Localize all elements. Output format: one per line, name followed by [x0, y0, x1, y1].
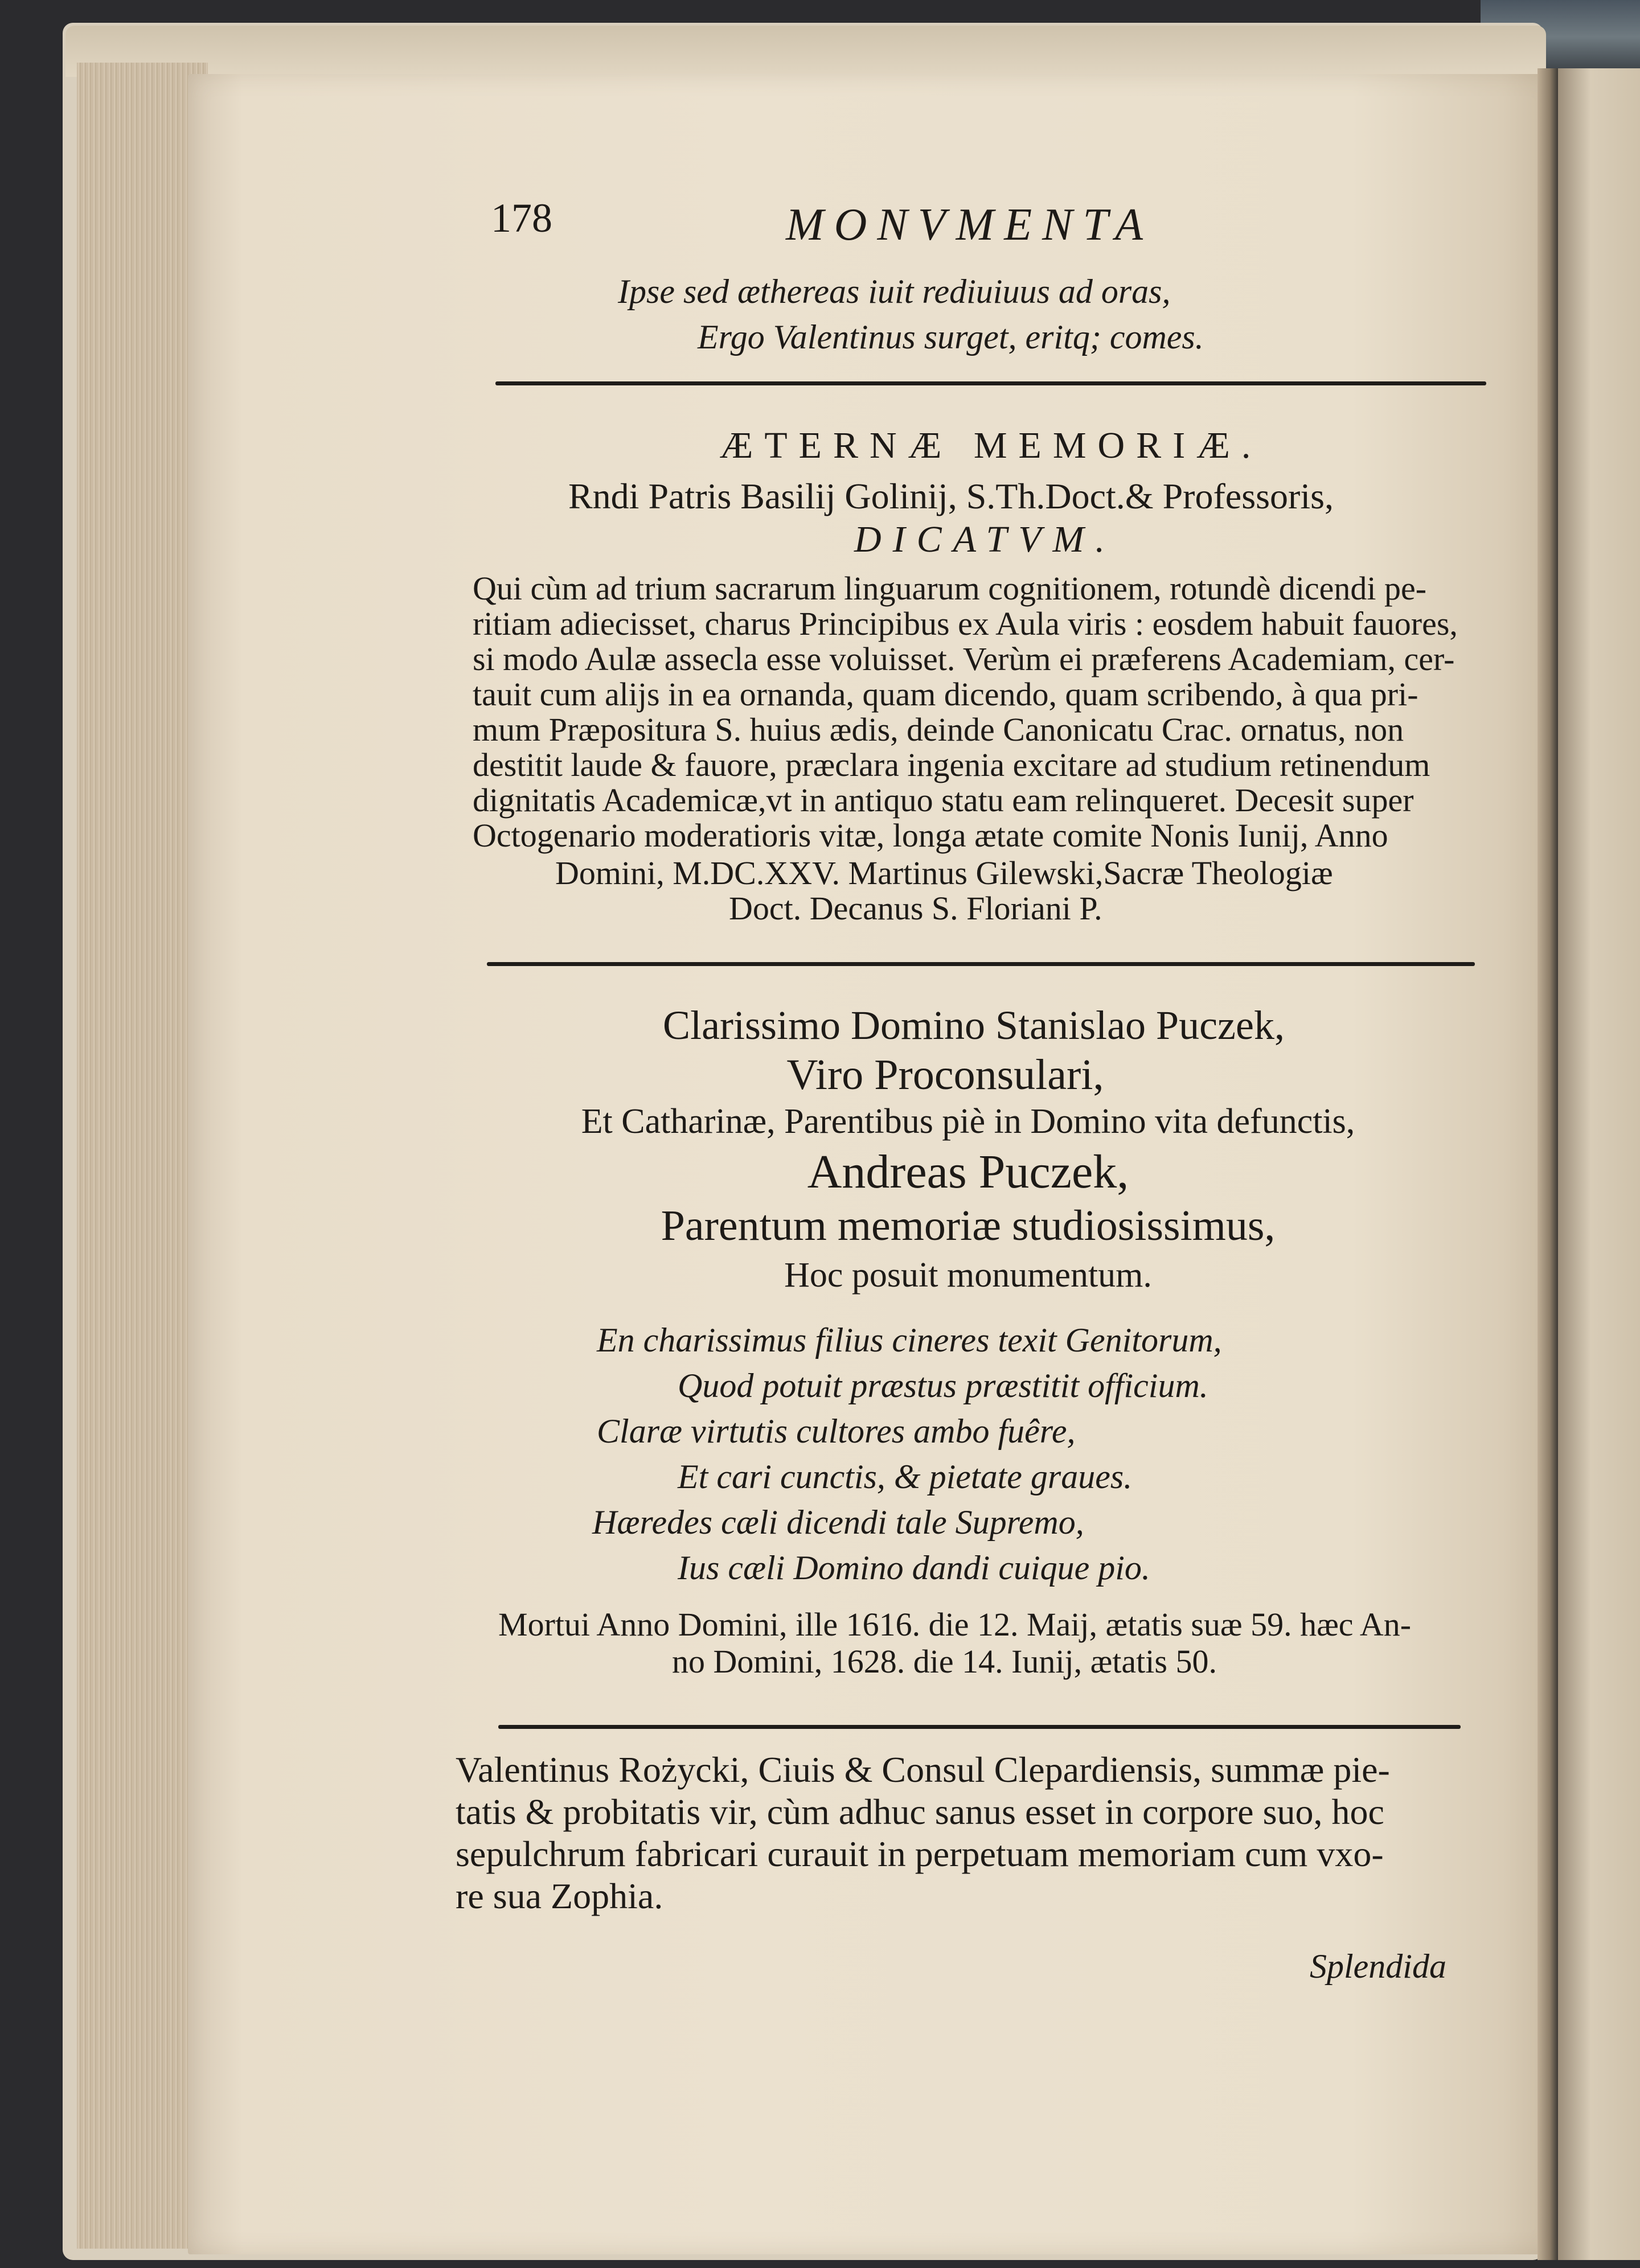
epitaph1-subheading: Rndi Patris Basilij Golinij, S.Th.Doct.& Professoris, [568, 476, 1334, 516]
epitaph3-line-1: Valentinus Rożycki, Ciuis & Consul Clepardiensis, summæ pie- [456, 1749, 1390, 1790]
book-top-edge [65, 26, 1546, 77]
catchword: Splendida [1310, 1947, 1446, 1985]
epitaph1-line-6: destitit laude & fauore, præclara ingenia excitare ad studium retinendum [473, 746, 1430, 783]
section-rule-2 [487, 962, 1475, 966]
epitaph1-heading: ÆTERNÆ MEMORIÆ. [719, 425, 1262, 466]
epitaph3-line-2: tatis & probitatis vir, cùm adhuc sanus esset in corpore suo, hoc [456, 1792, 1384, 1832]
epitaph2-line-1: Clarissimo Domino Stanislao Puczek, [663, 1002, 1285, 1048]
epitaph2-line-2: Viro Proconsulari, [786, 1051, 1104, 1099]
facing-page-edge [1558, 68, 1640, 2260]
epitaph1-line-1: Qui cùm ad trium sacrarum linguarum cognitionem, rotundè dicendi pe- [473, 570, 1427, 607]
epitaph2-verse-3: Claræ virtutis cultores ambo fuêre, [597, 1412, 1076, 1450]
epitaph2-verse-4: Et cari cunctis, & pietate graues. [678, 1458, 1133, 1495]
epitaph2-verse-5: Hæredes cæli dicendi tale Supremo, [592, 1503, 1084, 1541]
epitaph3-line-4: re sua Zophia. [456, 1876, 663, 1916]
epitaph2-line-3: Et Catharinæ, Parentibus piè in Domino vita defunctis, [581, 1102, 1355, 1141]
page-number: 178 [491, 195, 552, 241]
epitaph2-verse-6: Ius cæli Domino dandi cuique pio. [678, 1549, 1150, 1587]
epitaph1-line-5: mum Præpositura S. huius ædis, deinde Canonicatu Crac. ornatus, non [473, 711, 1404, 748]
epitaph1-line-8: Octogenario moderatioris vitæ, longa ætate comite Nonis Iunij, Anno [473, 817, 1388, 854]
epitaph1-dedication: DICATVM. [854, 519, 1117, 560]
epitaph1-line-2: ritiam adiecisset, charus Principibus ex Aula viris : eosdem habuit fauores, [473, 605, 1458, 642]
book-gutter [1538, 68, 1558, 2260]
epitaph1-line-4: tauit cum alijs in ea ornanda, quam dicendo, quam scribendo, à qua pri- [473, 676, 1418, 713]
epitaph3-line-3: sepulchrum fabricari curauit in perpetuam memoriam cum vxo- [456, 1834, 1384, 1874]
section-rule-3 [498, 1725, 1461, 1729]
epitaph2-footer-1: Mortui Anno Domini, ille 1616. die 12. Maij, ætatis suæ 59. hæc An- [498, 1606, 1412, 1643]
section-rule-1 [495, 381, 1486, 385]
epitaph1-line-7: dignitatis Academicæ,vt in antiquo statu eam relinqueret. Decesit super [473, 782, 1414, 819]
epitaph2-line-6: Hoc posuit monumentum. [784, 1256, 1152, 1295]
epitaph2-verse-1: En charissimus filius cineres texit Genitorum, [597, 1321, 1222, 1359]
epitaph1-line-10: Doct. Decanus S. Floriani P. [729, 890, 1102, 927]
opening-verse-line-2: Ergo Valentinus surget, eritq; comes. [698, 318, 1204, 356]
opening-verse-line-1: Ipse sed æthereas iuit rediuiuus ad oras, [618, 273, 1171, 310]
epitaph1-line-3: si modo Aulæ assecla esse voluisset. Verùm ei præferens Academiam, cer- [473, 640, 1455, 677]
epitaph1-line-9: Domini, M.DC.XXV. Martinus Gilewski,Sacræ Theologiæ [555, 854, 1333, 891]
epitaph2-line-4: Andreas Puczek, [807, 1145, 1129, 1198]
running-head: MONVMENTA [786, 200, 1153, 250]
epitaph2-line-5: Parentum memoriæ studiosissimus, [661, 1202, 1276, 1250]
epitaph2-footer-2: no Domini, 1628. die 14. Iunij, ætatis 50. [672, 1643, 1217, 1680]
epitaph2-verse-2: Quod potuit præstus præstitit officium. [678, 1367, 1208, 1404]
